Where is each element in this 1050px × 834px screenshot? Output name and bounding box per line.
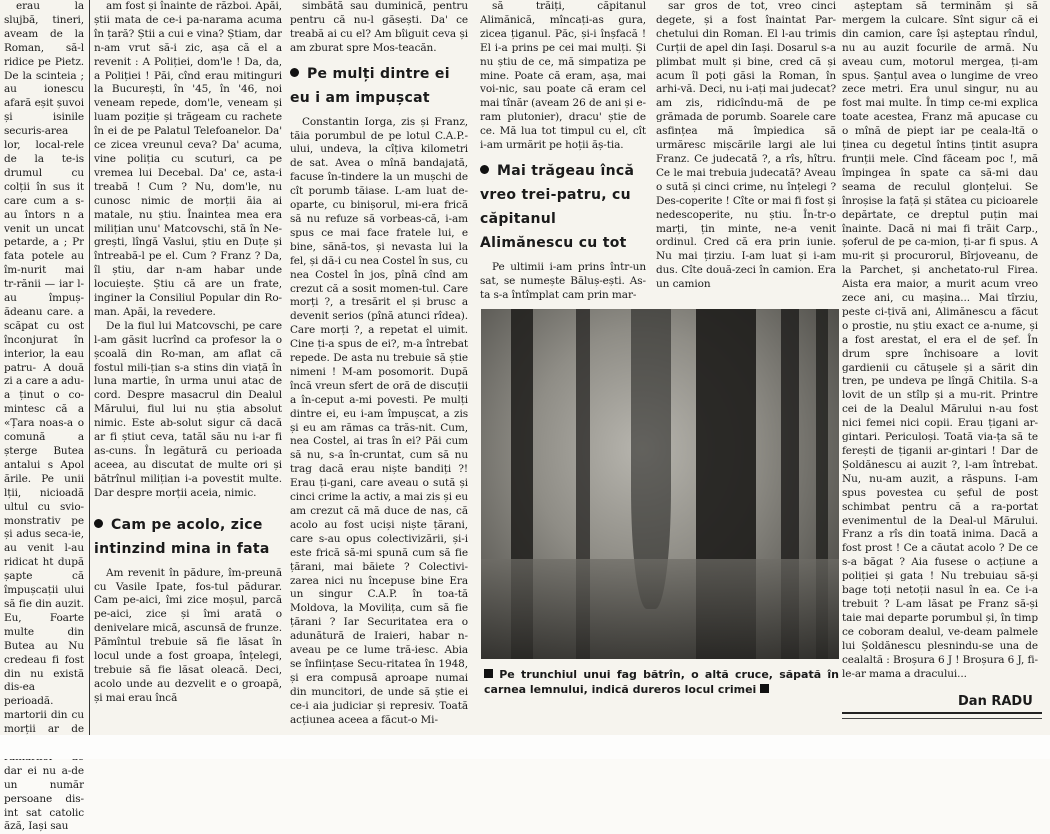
- author-signature: Dan RADU: [958, 694, 1033, 709]
- photo-caption: Pe trunchiul unui fag bătrîn, o altă cruce, săpată în carnea lemnului, indică dureros locul crimei: [484, 668, 839, 696]
- article-column-2: [94, 0, 282, 735]
- forest-photo: [481, 309, 839, 659]
- column-divider: [89, 0, 90, 735]
- article-column-3: [290, 0, 468, 735]
- column-text: De la fiul lui Matcovschi, pe care l-am găsit lucrînd ca profesor la o școală din Ro-man, am aflat că fostul mili-țian s-a stins din viață în luna martie, în urma unui atac de cord. Despre masacrul din Dealul Mărului, fiul lui nu știa absolut nimic. Este ab-solut sigur că dacă ar fi știut ceva, tatăl său nu i-ar fi as-cuns. În legătură cu perioada aceea, au discutat de multe ori și bătrînul milițian i-a povestit multe. Dar despre morții aceia, nimic.: [94, 319, 282, 499]
- bullet-icon: [290, 68, 299, 77]
- column-text: Pe ultimii i-am prins într-un sat, se numește Băluș-ești. As-ta s-a întîmplat cam prin mar-: [480, 260, 646, 300]
- bullet-icon: [480, 165, 489, 174]
- article-column-4: [480, 0, 646, 300]
- column-text: Constantin Iorga, zis și Franz, tăia porumbul de pe lotul C.A.P.-ului, undeva, la cîțiva kilometri de sat. Avea o mînă bandajată, facuse în-tindere la un mușchi de cît porumb tăiase. L-am luat de-oparte, cu binișorul, mi-era frică să nu refuze să vorbeas-că, i-am spus ce mai face fratele lui, e bine, sănă-tos, și nevasta lui la fel, și dă-i cu nea Costel în sus, cu nea Costel în jos, pînă cînd am crezut că a sosit momen-tul. Care morți ?, a tresărit el și brusc a devenit serios (pînă atunci rîdea). Care morți ?, a repetat el uimit. Cine ți-a spus de ei?, m-a întrebat repede. De asta nu trebuie să știe nimeni ! M-am posomorit. După încă vreun sfert de oră de discuții a în-ceput a-mi povesti. Pe mulți dintre ei, eu i-am împușcat, a zis și eu am rămas ca trăs-nit. Cum, nea Costel, ai tras în ei? Păi cum să nu, s-a în-cruntat, cum să nu trag dacă erau niște bandiți ?! Erau ți-gani, care aveau o sută și cinci crime la activ, a mai zis și eu am crezut că mă duce de nas, că acolo au fost uciși niște țărani, care s-au opus colectivizării, și-i este frică să-mi spună cum să fie țărani, mai băiete ? Colectivi-zarea nici nu începuse bine Era un singur C.A.P. în toa-tă Moldova, la Movilița, cum să fie țărani ? Iar Securitatea era o adunătură de Iraieri, habar n-aveau pe ce lume tră-iesc. Abia se înființase Secu-ritatea în 1948, și era compusă aproape numai din muncitori, de unde să știe ei ce-i aia judiciar și represiv. Toată acțiunea aceea a făcut-o Mi-: [290, 115, 468, 726]
- column-text: sar gros de tot, vreo cinci degete, și a fost înaintat Par-chetului din Roman. El l-au trimis Curții de apel din Iași. Dosarul s-a plimbat mult și bine, cred că și acum îl poți găsi la Roman, în arhi-vă. Deci, nu i-ați mai judecat? am zis, ridicîndu-mă de pe grămada de porumb. Soarele care asfințea mă împiedica să urmăresc mișcările largi ale lui Franz. Ce judecată ?, a rîs, hîtru. Ce le mai trebuia judecată? Aveau o sută și cinci crime, nu înțelegi ? Des-coperite ! Cîte or mai fi fost și nedescoperite, nu știu. În-tr-o marți, țin minte, ne-a venit ordinul. Cred că era prin iunie. Nu mai țirziu. I-am luat și i-am dus. Cîte două-zeci în camion. Era un camion: [656, 0, 836, 291]
- bottom-rule: [842, 718, 1042, 719]
- bullet-icon: [94, 519, 103, 528]
- section-heading: Mai trăgeau încă vreo trei-patru, cu căpitanul Alimănescu cu tot: [480, 162, 635, 251]
- square-bullet-icon: [760, 684, 769, 693]
- article-column-5: [656, 0, 836, 300]
- column-text: Am revenit în pădure, îm-preună cu Vasile Ipate, fos-tul pădurar. Cam pe-aici, îmi zice moșul, parcă pe-aici, zice și îmi arată o denivelare mică, ascunsă de frunze. Pămîntul trebuie să fie lăsat în locul unde a fost groapa, înțelegi, trebuie să fie lăsat oleacă. Deci, acolo unde au dezvelit e o groapă, și mai erau încă: [94, 566, 282, 704]
- section-heading: Pe mulți dintre ei eu i am impușcat: [290, 65, 450, 106]
- article-column-6: [842, 0, 1038, 688]
- square-bullet-icon: [484, 669, 493, 678]
- article-column-1: [4, 0, 84, 834]
- column-text: erau la slujbă, tineri, aveam de la Roman, să-l ridice pe Pietz. De la scinteia ; au ionescu afară eșit șuvoi și isinile securis-area lor, local-rele de la te-is drumul cu colții în sus it care cum a s-au întors n a venit un uncat petarde, a ; Pr fata potele au îm-nurit mai tr-rănii — iar l-au împuș-ădeanu care. a scăpat cu ost înconjurat în interior, la eau patru- A două zi a care a adu- a ținut o co-mintesc că a «Țara noas-a o comună a șterge Butea antalui s Apol ările. Pe unii lții, nicioadă ultul cu svio-monstrativ pe și adus seca-ie, au venit l-au ridicat ht după șapte că împușcații ului să fie din auzit. Eu, Foarte multe din Butea au Nu credeau fi fost din nu există dis-ea perioadă. martorii din cu morții ar de dar ei nu a-de un număr persoane dis-int sat catolic ăză, Iași sau: [4, 0, 84, 833]
- bottom-rule: [842, 712, 1042, 714]
- section-heading: Cam pe acolo, zice intinzind mina in fata: [94, 516, 270, 557]
- column-text: am fost și înainte de război. Apăi, știi mata de ce-i pa-narama acuma în țară? Știi a cui e vina? Știam, dar n-am vrut să-i zic, așa că el a revenit : A Poliției, dom'le ! Da, da, a Poliției ! Păi, cînd erau mitinguri la București, în '45, în '46, noi veneam repede, dom'le, veneam și luam poziție și trăgeam cu rachete în ei de pe Palatul Telefoanelor. Da' ce zicea vreunul ceva? Da' acuma, vine poliția cu scuturi, ca pe vremea lui Decebal. Da' ce, asta-i treabă ! Cum ? Nu, dom'le, nu cunosc nimic de morții ăia ai matale, nu știu. Înaintea mea era milițian unu' Matcovschi, stă în Ne-grești, lîngă Vaslui, știu en Duțe și întreabă-l pe el. Cum ? Franz ? Da, îl știu, dar n-am habar unde locuiește. Știu că are un frate, inginer la Consiliul Popular din Ro-man. Apăi, la revedere.: [94, 0, 282, 318]
- page-margin: [0, 735, 1050, 759]
- column-text: simbătă sau duminică, pentru pentru că nu-l găsești. Da' ce treabă ai cu el? Am bîiguit ceva și am zburat spre Mos-teacăn.: [290, 0, 468, 54]
- column-text: așteptam să terminăm și să mergem la culcare. Sînt sigur că ei din camion, care își așteptau rîndul, nu au auzit focurile de armă. Nu aveau cum, motorul mergea, ți-am spus. Șanțul avea o lungime de vreo zece metri. Era unul singur, nu au fost mai multe. În timp ce-mi explica toate acestea, Franz mă apucase cu o mînă de piept iar pe ceala-ltă o ținea cu degetul întins țintit asupra frunții mele. Cînd făceam poc !, mă împingea în spate ca să-mi dau seama de reculul glonțelui. Se înroșise la față și stătea cu picioarele depărtate, ce dreptul puțin mai înainte. Dacă ni mai fi trăit Carp., șoferul de pe ca-mion, ți-ar fi spus. A mu-rit și procurorul, Bîrjoveanu, de la Parchet, și anchetato-rul Firea. Aista era maior, a murit acum vreo zece ani, cu mașina... Mai tîrziu, peste ci-țivă ani, Alimănescu a făcut o prostie, nu știu exact ce a-nume, și a fost arestat, el era el de șef. În drum spre închisoare a lovit gardienii cu cătușele și a sărit din tren, pe undeva pe lîngă Chitila. S-a lovit de un stîlp și a mu-rit. Printre cei de la Dealul Mărului n-au fost nici femei nici copii. Erau țigani ar-gintari. Periculoși. Toată via-ța să te ferești de țiganii ar-gintari ! Dar de Șoldănescu ai auzit ?, l-am întrebat. Nu, nu-am auzit, a răspuns. I-am spus povestea cu șeful de post schimbat pentru că a ra-portat evenimentul de la Deal-ul Mărului. Franz a rîs din toată inima. Dacă a fost prost ! Ce a căutat acolo ? De ce s-a băgat ? Aia fusese o acțiune a poliției și gata ! Nu trebuiau să-și bage toți netoții nasul în ea. Ce i-a trebuit ? L-am lăsat pe Franz să-și taie mai departe porumbul și, în timp ce coboram dealul, ve-deam palmele lui Șoldănescu plesnindu-se una de cealaltă : Broșura 6 J ! Broșura 6 J, fi-le-ar mama a dracului...: [842, 0, 1038, 680]
- column-text: să trăiți, căpitanul Alimănică, mîncați-as gura, zicea țiganul. Păc, și-i înșfacă ! El i-a prins pe cei mai mulți. Și nu știu de ce, mă simpatiza pe mine. Poate că eram, așa, mai voi-nic, sau poate că eram cel mai tînăr (aveam 26 de ani și e-ram plutonier), dracu' știe de ce. Mă lua tot timpul cu el, cît i-am urmărit pe hoții ăș-tia.: [480, 0, 646, 152]
